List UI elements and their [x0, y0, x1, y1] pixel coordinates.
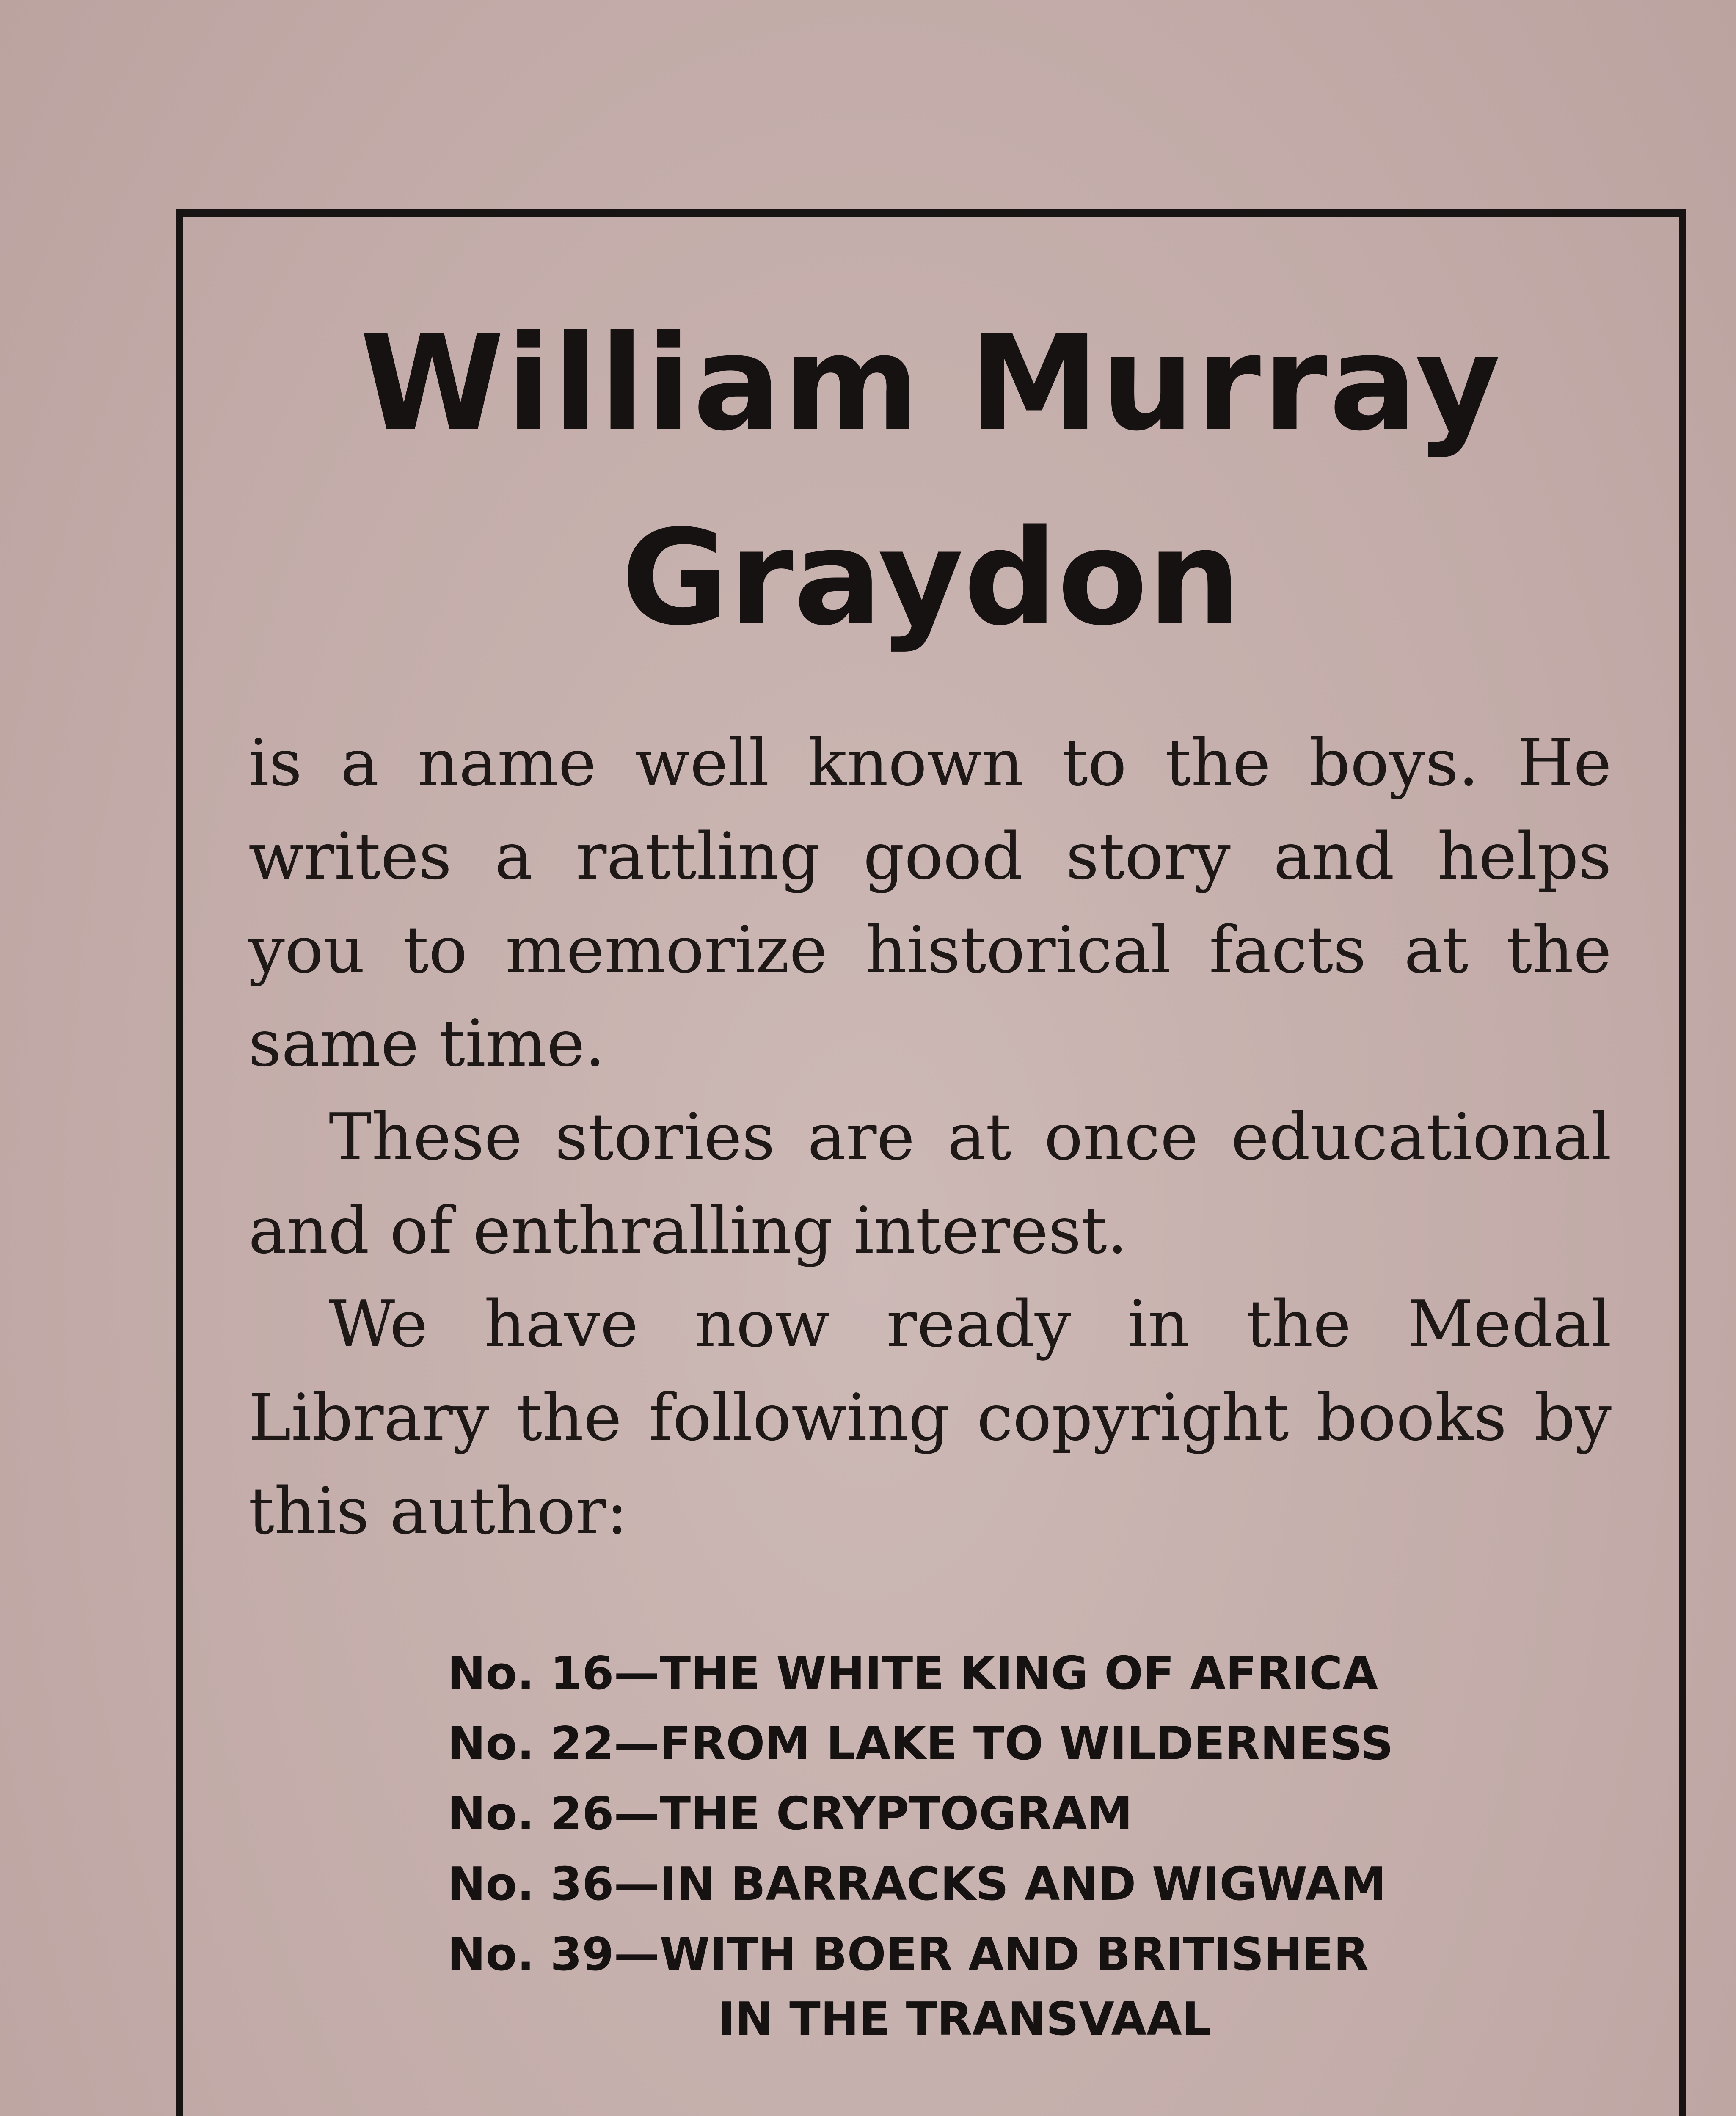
author-name-line-2: Graydon: [621, 502, 1241, 655]
educational-paragraph: These stories are at once educational and of enthralling interest.: [248, 1099, 1612, 1268]
book-list-item: No. 16—THE WHITE KING OF AFRICA: [447, 1647, 1378, 1700]
book-list-item: No. 22—FROM LAKE TO WILDERNESS: [447, 1717, 1394, 1770]
book-list-item: No. 39—WITH BOER AND BRITISHER: [447, 1928, 1369, 1981]
intro-paragraph: is a name well known to the boys. He writes a rattling good story and helps you to memorize historical facts at the same time.: [248, 725, 1612, 1081]
ad-body-text: [248, 716, 1612, 1558]
book-list-item: No. 26—THE CRYPTOGRAM: [447, 1788, 1133, 1840]
author-name-line-1: William Murray: [360, 307, 1502, 460]
book-list-item: No. 36—IN BARRACKS AND WIGWAM: [447, 1858, 1386, 1911]
book-list: [447, 1639, 1393, 2049]
book-list-item-continuation: IN THE TRANSVAAL: [718, 1993, 1211, 2046]
ad-border-frame: [176, 209, 1686, 2116]
library-paragraph: We have now ready in the Medal Library the following copyright books by this author:: [248, 1287, 1612, 1548]
